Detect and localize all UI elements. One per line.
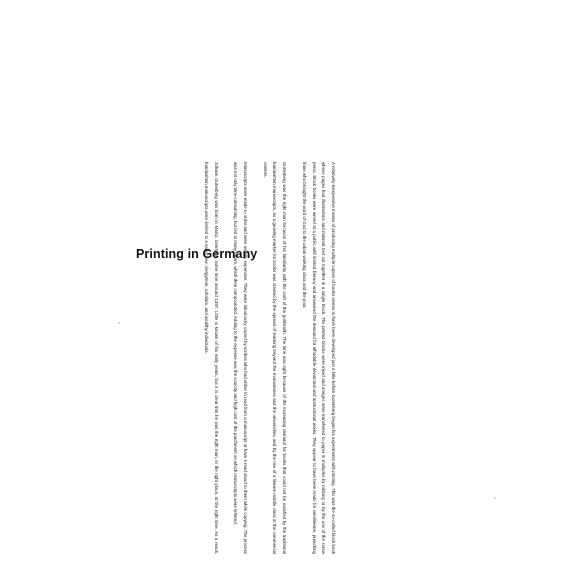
body-paragraph: A relatively inexpensive means of producing multiple copies of books seems to have been developed just a little before Gutenberg began his experiments with printing. This was the so-called block book whose pages had illustrations and minimal text cut together in a single block. The printed blocks were inked and images were transferred to paper in multiples by rubbing or by the use of the screw press. Block books were aimed at a public with limited literacy and answered the demand for affordable devotional and instructional works. They appear to have been made for semiliterate, preaching friars who brought the word of God to the urban working class and the poor. [301, 162, 336, 554]
page-title: Printing in Germany [136, 247, 258, 261]
rotated-body-text [174, 162, 338, 554]
scan-speck [494, 497, 496, 499]
body-paragraph: Gutenberg was the right man because of his familiarity with the craft of the goldsmith. The time was right because of the increasing demand for books that could not be satisfied by the traditional handwritten manuscripts, as a growing market for books was created by the spread of learning beyond the monasteries and the universities, and by the rise of a literate middle class in the commercial centers. [262, 162, 288, 554]
body-paragraph: Manuscripts were made to order and were usually expensive. They were laboriously copied by scribes who had either to read from a manuscript or have it read aloud to them while copying. The process was not only time-consuming, but led to many errors, which then compounded. Adding to the expense was the scarcity and high cost of the parchment on which manuscripts were lettered. [233, 162, 249, 554]
scan-speck [118, 322, 120, 324]
body-paragraph: Johann Gutenberg was born in Mainz, Germany, some time around 1397. Little is known of his early years, but it is clear that he was the right man, in the right place, at the right time. As a result, handwritten manuscripts were limited to a select few: clergymen, scholars, and wealthy individuals. [203, 162, 219, 554]
